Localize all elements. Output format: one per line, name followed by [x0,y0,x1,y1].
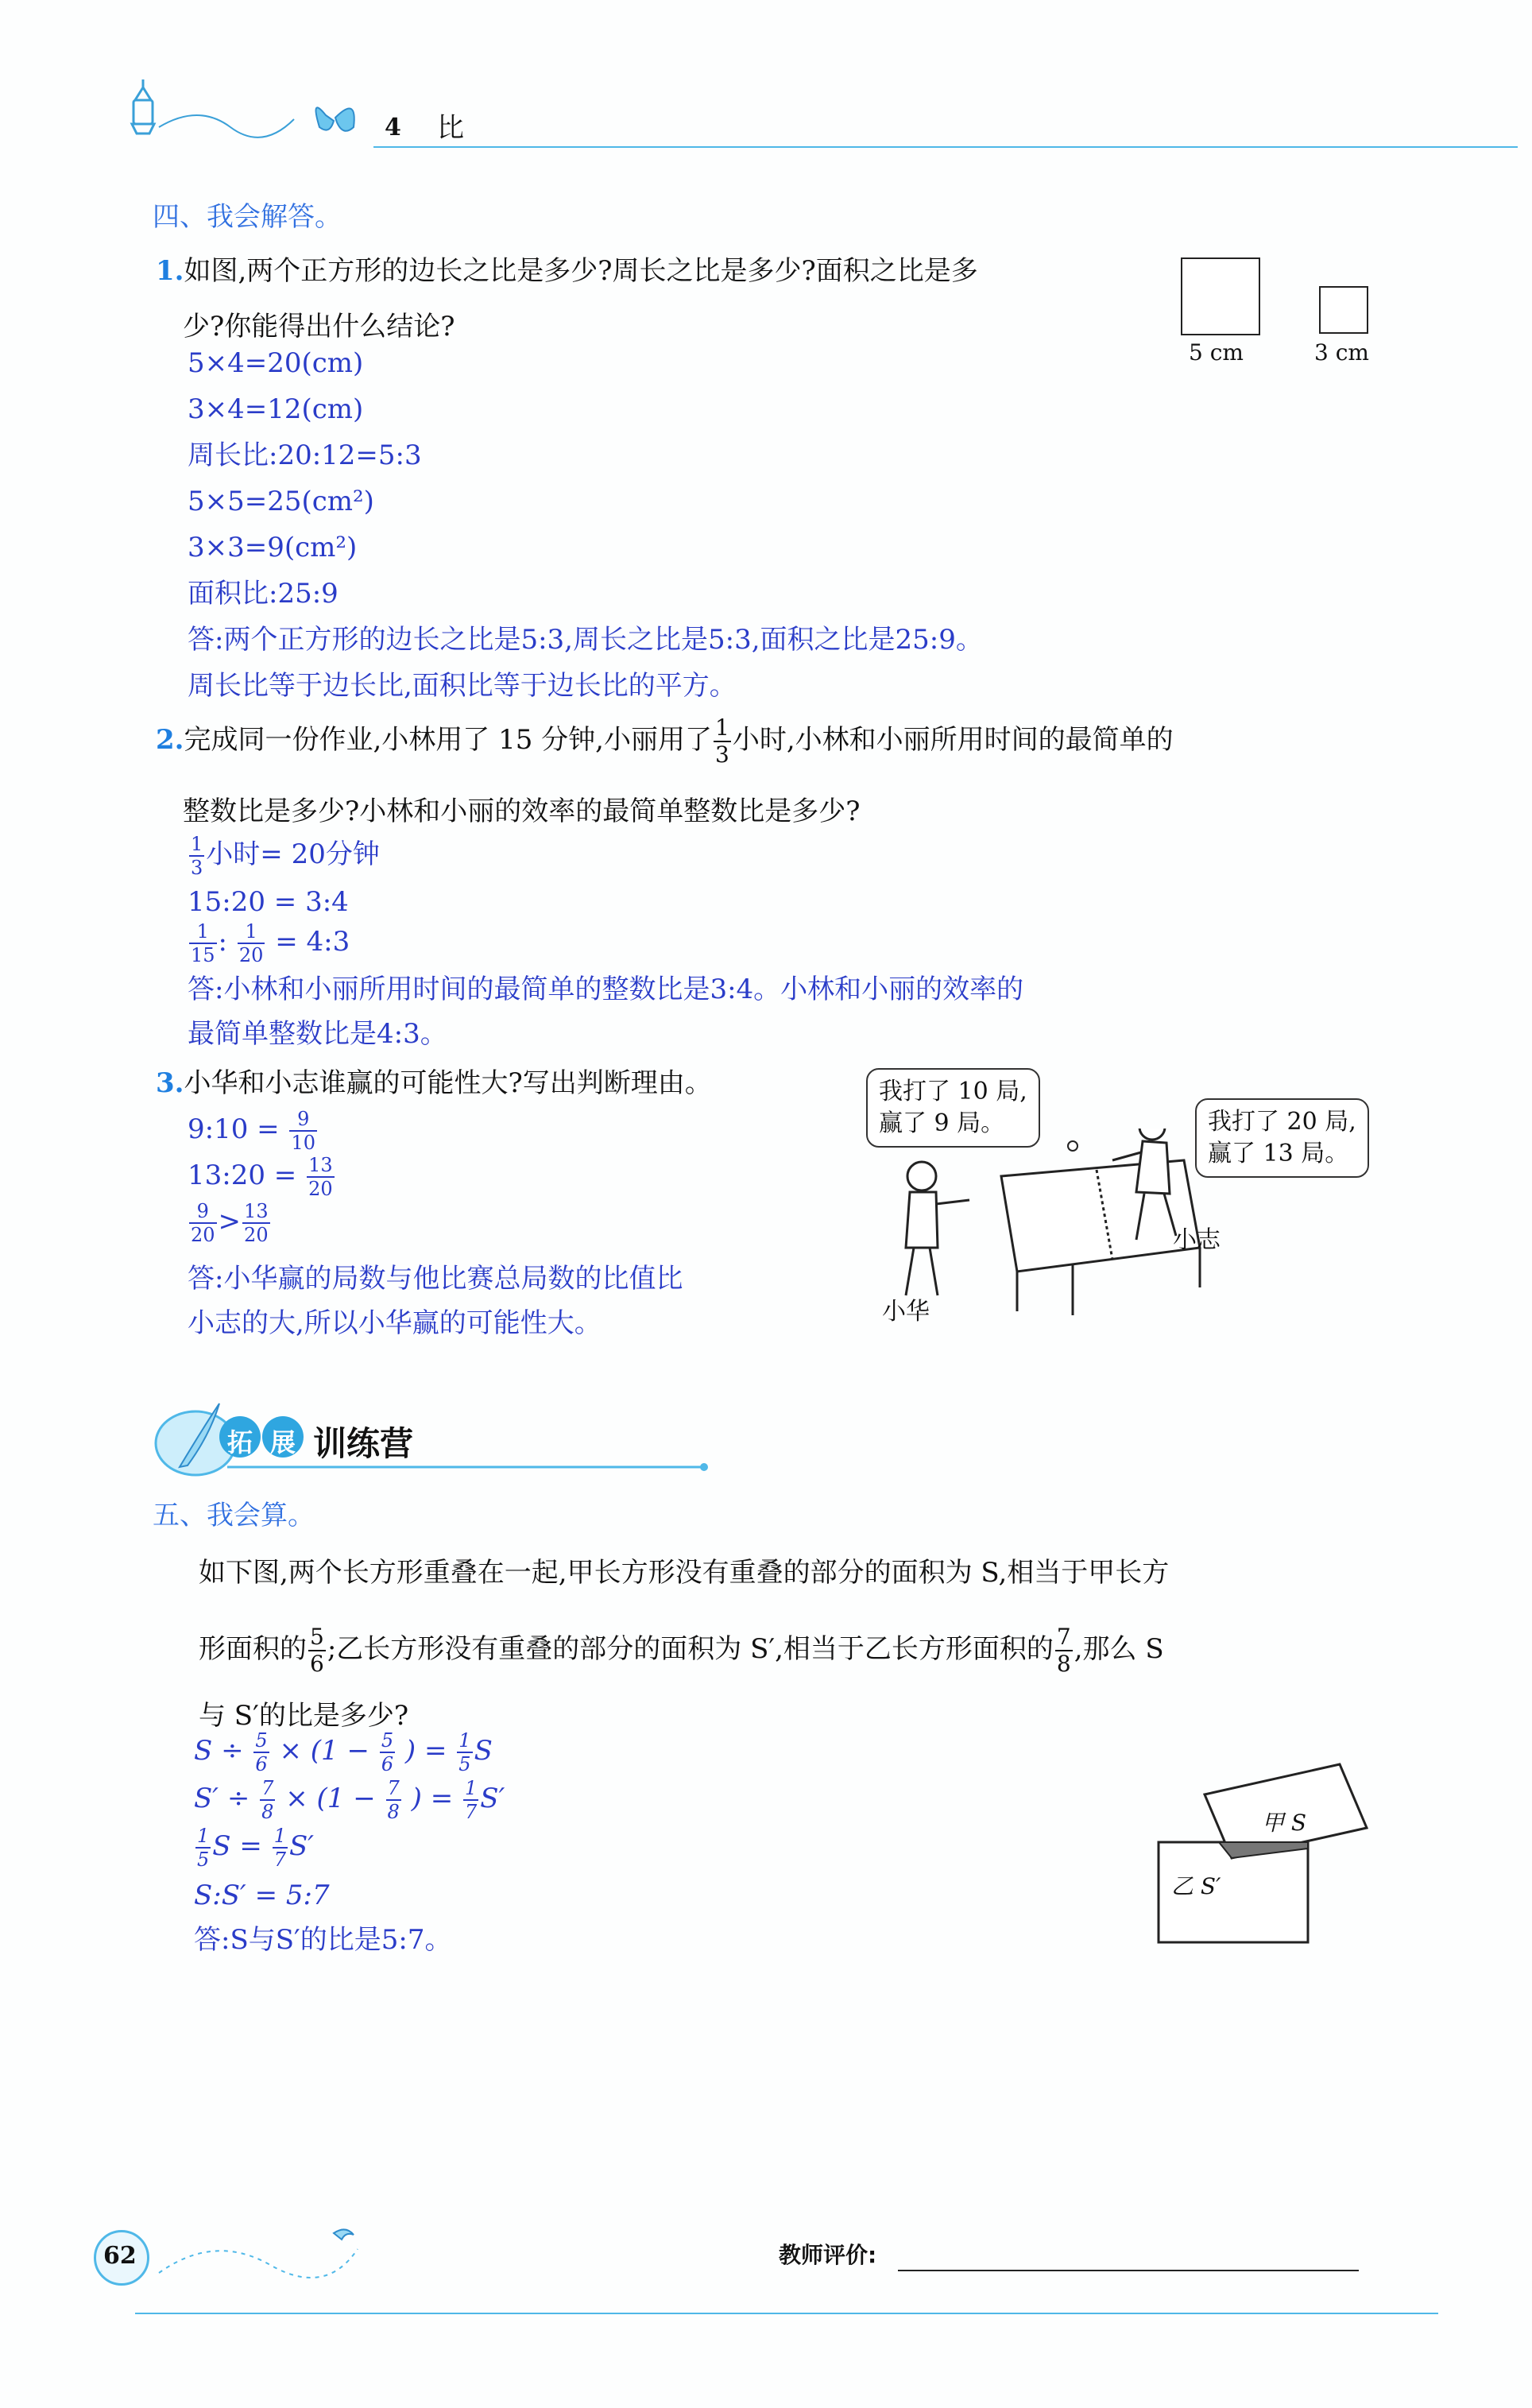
chapter-title: 比 [437,112,464,144]
fraction: $\frac{13}{20}$ [244,1200,269,1246]
header-divider [373,146,1518,148]
q2-line2: 整数比是多少?小林和小丽的效率的最简单整数比是多少? [183,796,861,827]
q3-answer-5: 小志的大,所以小华赢的可能性大。 [188,1307,602,1339]
s5-line3: 与 S′的比是多少? [199,1700,409,1732]
small-square [1319,286,1368,334]
q3-line1: 3.小华和小志谁赢的可能性大?写出判断理由。 [156,1067,712,1099]
q1-number: 1. [156,255,184,287]
s5-line2: 形面积的 $\frac{5}{6}$ ;乙长方形没有重叠的部分的面积为 S′,相当于乙长方形面积的 $\frac{7}{8}$ ,那么 S [199,1624,1164,1677]
q3-answer-4: 答:小华赢的局数与他比赛总局数的比值比 [188,1263,683,1295]
fraction: $\frac{1}{7}$ [465,1777,478,1823]
q2-answer-1: $\frac{1}{3}$ 小时= 20分钟 [191,833,380,879]
teacher-eval-label: 教师评价: [779,2242,877,2268]
q2-number: 2. [156,724,184,756]
ball-icon [1068,1141,1077,1151]
q3-answer-1: 9:10 = $\frac{9}{10}$ [188,1108,316,1154]
fraction: $\frac{9}{20}$ [191,1200,215,1246]
butterfly-icon [316,107,354,130]
bird-icon [334,2229,354,2240]
fraction: $\frac{13}{20}$ [308,1154,333,1200]
small-square-label: 3 cm [1314,339,1369,366]
overlap-figure [1152,1748,1391,1955]
fraction: $\frac{1}{20}$ [238,920,264,966]
big-square-label: 5 cm [1189,339,1244,366]
q1-line1: 1.如图,两个正方形的边长之比是多少?周长之比是多少?面积之比是多 [156,255,978,287]
fraction: $\frac{1}{5}$ [197,1825,210,1871]
fraction: $\frac{5}{6}$ [381,1729,394,1775]
speech-bubble-left: 我打了 10 局, 赢了 9 局。 [866,1068,1040,1148]
s5-answer-2: S′ ÷ $\frac{7}{8}$ × (1 − $\frac{7}{8}$ ) = $\frac{1}{7}$ S′ [194,1777,505,1823]
fraction: $\frac{7}{8}$ [1056,1624,1071,1677]
section-4-title: 四、我会解答。 [153,201,342,233]
fraction: $\frac{5}{6}$ [310,1624,324,1677]
s5-line1: 如下图,两个长方形重叠在一起,甲长方形没有重叠的部分的面积为 S,相当于甲长方 [199,1557,1170,1589]
teacher-eval-line [898,2270,1359,2271]
fraction: $\frac{9}{10}$ [291,1108,316,1154]
lantern-icon [132,79,154,134]
section-5-title: 五、我会算。 [153,1500,315,1531]
fraction: $\frac{1}{7}$ [273,1825,286,1871]
q3-answer-2: 13:20 = $\frac{13}{20}$ [188,1154,333,1200]
q1-answer-3: 周长比:20:12=5:3 [188,439,422,471]
footer-decoration [151,2217,373,2289]
q2-line1: 2.完成同一份作业,小林用了 15 分钟,小丽用了 $\frac{1}{3}$ 小时,小林和小丽所用时间的最简单的 [156,714,1174,768]
q3-answer-3: $\frac{9}{20}$ > $\frac{13}{20}$ [191,1200,269,1246]
q1-answer-4: 5×5=25(cm²) [188,486,374,517]
q2-answer-2: 15:20 = 3:4 [188,886,349,918]
q1-answer-1: 5×4=20(cm) [188,347,364,379]
fraction: $\frac{1}{3}$ [191,833,203,879]
q1-line2: 少?你能得出什么结论? [183,311,455,343]
q1-answer-6: 面积比:25:9 [188,578,339,610]
chapter-number: 4 [385,114,401,141]
fraction: $\frac{1}{5}$ [458,1729,471,1775]
fraction: $\frac{7}{8}$ [387,1777,400,1823]
fraction: $\frac{1}{15}$ [191,920,215,966]
page-number: 62 [103,2242,137,2270]
rect-yi-label: 乙 S′ [1171,1873,1221,1899]
player-left-icon [906,1162,969,1295]
q3-number: 3. [156,1067,184,1099]
banner-tag-2: 展 [270,1427,296,1458]
q1-answer-2: 3×4=12(cm) [188,393,364,425]
s5-answer-5: 答:S与S′的比是5:7。 [194,1924,452,1956]
q1-answer-5: 3×3=9(cm²) [188,532,358,563]
s5-answer-4: S:S′ = 5:7 [194,1880,330,1911]
player-name-right: 小志 [1173,1226,1221,1254]
fraction: $\frac{1}{3}$ [715,714,729,768]
q1-answer-7: 答:两个正方形的边长之比是5:3,周长之比是5:3,面积之比是25:9。 [188,624,983,656]
player-name-left: 小华 [882,1298,930,1326]
s5-answer-1: S ÷ $\frac{5}{6}$ × (1 − $\frac{5}{6}$ ) = $\frac{1}{5}$ S [194,1729,493,1775]
q1-answer-8: 周长比等于边长比,面积比等于边长比的平方。 [188,670,737,702]
rect-jia-label: 甲 S [1262,1810,1307,1836]
banner-title: 训练营 [313,1424,414,1463]
big-square [1181,257,1260,335]
header-decoration [111,72,381,159]
footer-divider [135,2313,1438,2314]
fraction: $\frac{7}{8}$ [261,1777,274,1823]
q2-answer-3: $\frac{1}{15}$ : $\frac{1}{20}$ = 4:3 [191,920,350,966]
s5-answer-3: $\frac{1}{5}$ S = $\frac{1}{7}$ S′ [197,1825,314,1871]
q2-answer-5: 最简单整数比是4:3。 [188,1018,447,1050]
fraction: $\frac{5}{6}$ [255,1729,268,1775]
q2-answer-4: 答:小林和小丽所用时间的最简单的整数比是3:4。小林和小丽的效率的 [188,974,1024,1005]
banner-tag-1: 拓 [227,1427,253,1458]
speech-bubble-right: 我打了 20 局, 赢了 13 局。 [1195,1098,1369,1178]
